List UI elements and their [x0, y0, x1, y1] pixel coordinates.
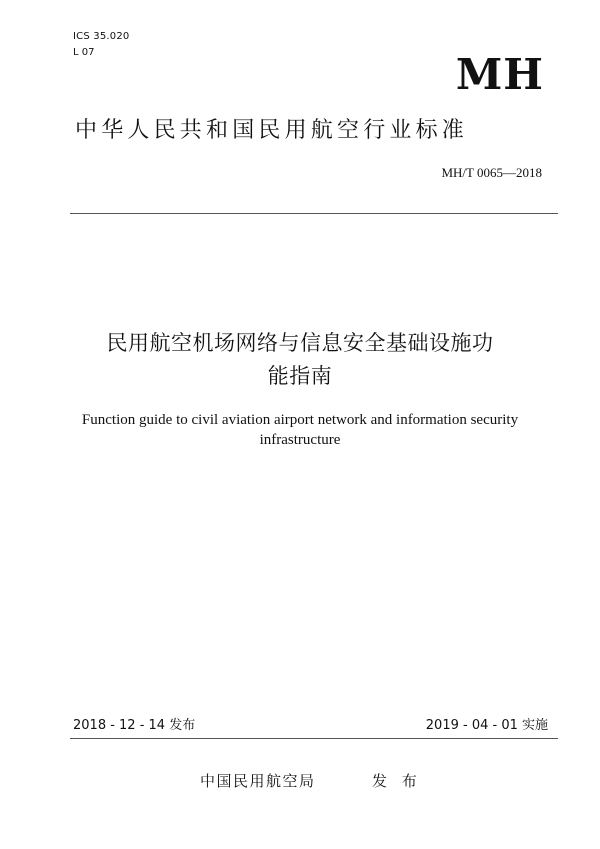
- issue-date: 2018 - 12 - 14 发布: [73, 718, 196, 733]
- english-title-line-1: Function guide to civil aviation airport network and information security: [81, 412, 519, 428]
- ics-code: ICS 35.020: [73, 31, 130, 42]
- standard-type-title: 中华人民共和国民用航空行业标准: [75, 118, 469, 143]
- effective-date: 2019 - 04 - 01 实施: [425, 718, 548, 733]
- header-divider: [70, 213, 558, 214]
- ccs-code: L 07: [73, 47, 95, 58]
- standard-number: MH/T 0065—2018: [441, 165, 542, 180]
- issuing-authority: 中国民用航空局: [200, 772, 316, 790]
- issue-label: 发 布: [372, 772, 422, 790]
- chinese-title-line-2: 能指南: [267, 364, 333, 388]
- english-title-line-2: infrastructure: [259, 432, 341, 448]
- chinese-title-line-1: 民用航空机场网络与信息安全基础设施功: [106, 331, 494, 355]
- mh-logo: MH: [455, 50, 544, 99]
- footer-divider: [70, 738, 558, 739]
